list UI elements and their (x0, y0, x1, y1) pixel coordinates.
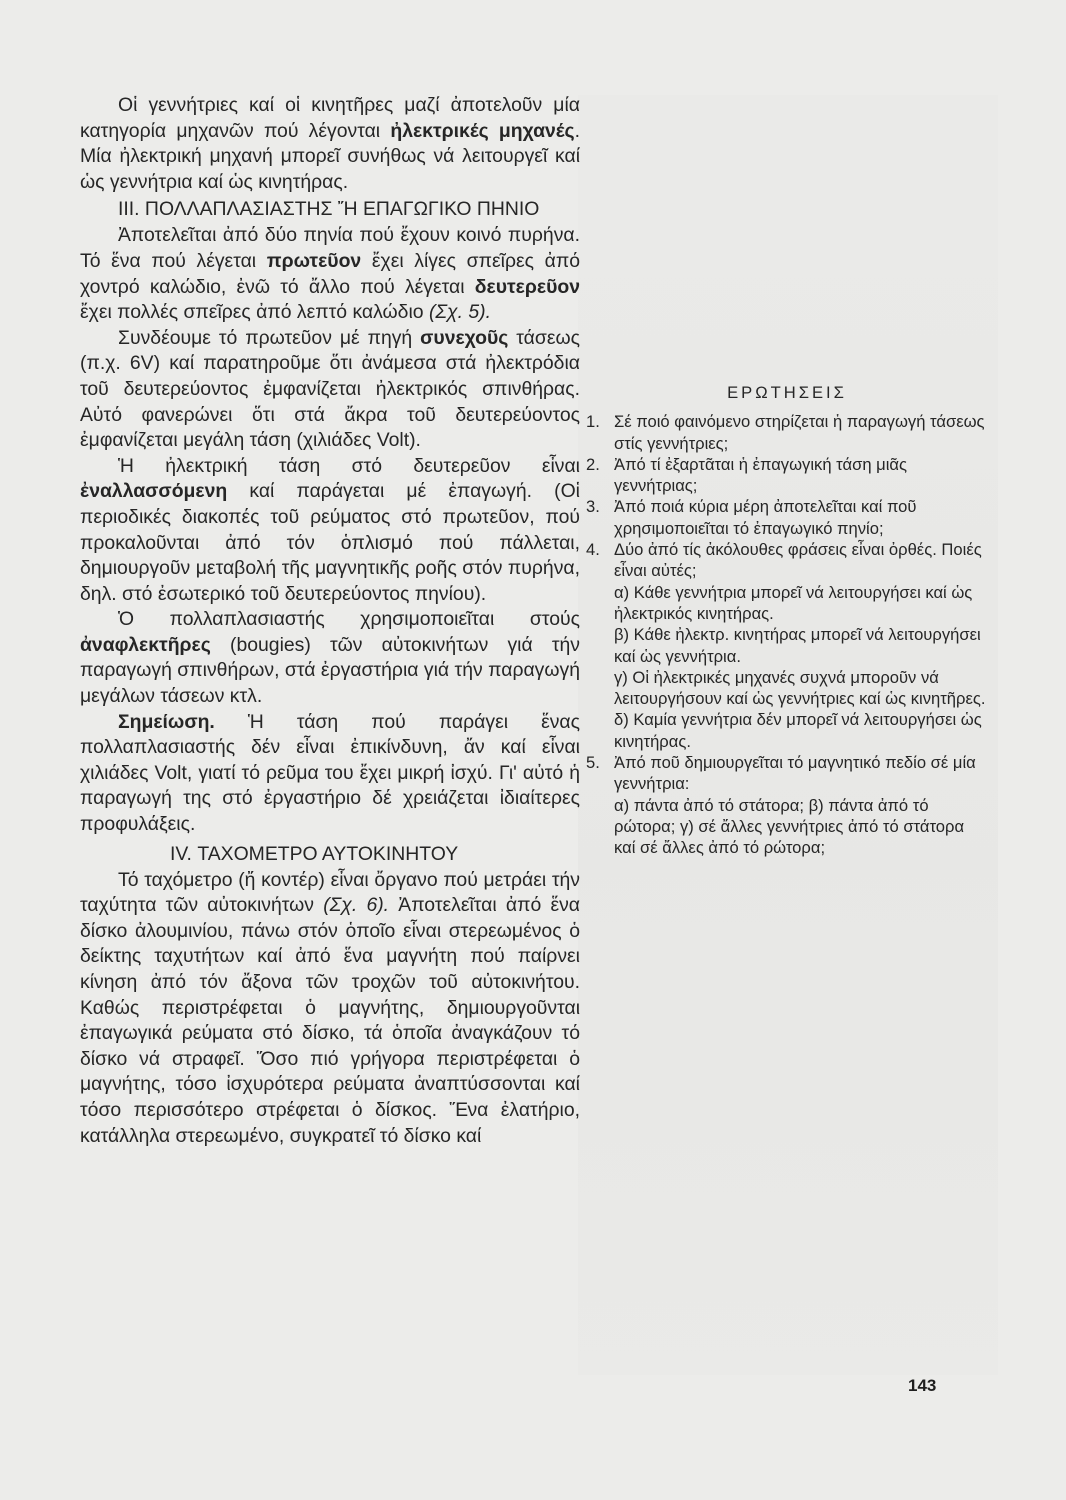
figure-reference: (Σχ. 5). (428, 301, 492, 324)
question-text: Ἀπό ποῦ δημιουργεῖται τό μαγνητικό πεδίο σέ μία γεννήτρια: (614, 753, 976, 794)
answer-option: β) Κάθε ἠλεκτρ. κινητήρας μπορεῖ νά λειτουργήσει καί ὡς γεννήτρια. (614, 625, 981, 666)
question-text: Ἀπό τί ἐξαρτᾶται ἡ ἐπαγωγική τάση μιᾶς γεννήτριας; (614, 454, 907, 496)
text: . Μία ἠλεκτρική μηχανή μπορεῖ συνήθως νά λειτουργεῖ καί ὡς γεννήτρια καί ὡς κινητήρας. (80, 119, 580, 193)
question-number: 2. (586, 454, 600, 474)
text: Οἱ γεννήτριες καί οἱ κινητῆρες μαζί ἀποτελοῦν μία κατηγορία μηχανῶν πού λέγονται (80, 94, 580, 142)
text: Συνδέουμε τό πρωτεῦον μέ πηγή (118, 326, 421, 349)
question-number: 1. (586, 412, 600, 432)
text: τάσεως (π.χ. 6V) καί παρατηροῦμε ὅτι ἀνάμεσα στά ἠλεκτρόδια τοῦ δευτερεύοντος ἐμφανίζεται ἠλεκτρικός σπινθήρας. Αὐτό φανερώνει ὅτι στά ἄκρα τοῦ δευτερεύοντος ἐμφανίζεται μεγάλη τάση (χιλιάδες Volt). (80, 326, 580, 452)
question-number: 3. (586, 497, 600, 517)
answer-option: α) Κάθε γεννήτρια μπορεῖ νά λειτουργήσει καί ὡς ἠλεκτρικός κινητήρας. (614, 582, 973, 623)
paragraph-electric-machines (80, 93, 580, 195)
question-text: Ἀπό ποιά κύρια μέρη ἀποτελεῖται καί ποῦ χρησιμοποιεῖται τό ἐπαγωγικό πηνίο; (614, 497, 917, 538)
text: Ὁ πολλαπλασιαστής χρησιμοποιεῖται στούς (118, 608, 580, 631)
section-heading-multiplier: III. ΠΟΛΛΑΠΛΑΣΙΑΣΤΗΣ Ἤ ΕΠΑΓΩΓΙΚΟ ΠΗΝΙΟ (118, 198, 540, 221)
questions-column (586, 382, 988, 859)
question-number: 4. (586, 540, 600, 560)
page-number: 143 (908, 1376, 937, 1395)
answer-option: γ) Οἱ ἠλεκτρικές μηχανές συχνά μποροῦν νά λειτουργήσουν καί ὡς γεννήτριες καί ὡς κινητῆρες. (614, 667, 986, 709)
section-heading-speedometer: IV. ΤΑΧΟΜΕΤΡΟ ΑΥΤΟΚΙΝΗΤΟΥ (170, 842, 459, 865)
paragraph-speedometer (80, 868, 580, 1150)
paragraph-experiment (80, 326, 580, 454)
question-item (586, 454, 988, 497)
question-text: Δύο ἀπό τίς ἀκόλουθες φράσεις εἶναι ὀρθές. Ποιές εἶναι αὐτές; (614, 540, 982, 581)
paragraph-note (80, 710, 580, 838)
question-item (586, 496, 988, 539)
bold-term: συνεχοῦς (420, 326, 509, 349)
question-item (586, 411, 988, 454)
text: Ἡ ἠλεκτρική τάση στό δευτερεῦον εἶναι (118, 454, 580, 477)
paragraph-alternating-voltage (80, 454, 580, 608)
question-text: Σέ ποιό φαινόμενο στηρίζεται ἡ παραγωγή τάσεως στίς γεννήτριες; (614, 412, 985, 453)
text: Ἡ τάση πού παράγει ἕνας πολλαπλασιαστής δέν εἶναι ἐπικίνδυνη, ἄν καί εἶναι χιλιάδες Volt, γιατί τό ρεῦμα του ἔχει μικρή ἰσχύ. Γι' αὐτό ἡ παραγωγή της στό ἐργαστήριο δέ χρειάζεται ἰδιαίτερες προφυλάξεις. (80, 710, 580, 836)
text: ἔχει λίγες σπεῖρες ἀπό χοντρό καλώδιο, ἐνῶ τό ἄλλο πού λέγεται (80, 249, 580, 298)
answer-option: δ) Καμία γεννήτρια δέν μπορεῖ νά λειτουργήσει ὡς κινητήρας. (614, 710, 982, 751)
question-item (586, 539, 988, 752)
paragraph-uses (80, 607, 580, 709)
question-item (586, 752, 988, 858)
bold-term: ἀναφλεκτῆρες (80, 633, 211, 656)
text: καί παράγεται μέ ἐπαγωγή. (Οἱ περιοδικές διακοπές τοῦ ρεύματος στό πρωτεῦον, πού προκαλοῦνται ἀπό τόν ὁπλισμό πού πάλλεται, δημιουργοῦν μεταβολή τῆς μαγνητικῆς ροῆς στόν πυρήνα, δηλ. στό ἐσωτερικό τοῦ δευτερεύοντος πηνίου). (80, 480, 580, 605)
bold-term: ἠλεκτρικές μηχανές (390, 119, 575, 142)
text: ἔχει πολλές σπεῖρες ἀπό λεπτό καλώδιο (80, 301, 429, 324)
figure-reference: (Σχ. 6). (323, 894, 390, 917)
question-number: 5. (586, 753, 600, 773)
bold-term: πρωτεῦον (266, 249, 362, 272)
bold-term: ἐναλλασσόμενη (80, 480, 228, 503)
text: Ἀποτελεῖται ἀπό ἕνα δίσκο ἀλουμινίου, πάνω στόν ὁποῖο εἶναι στερεωμένος ὁ δείκτης ταχυτήτων καί ἀπό ἕνα μαγνήτη πού παίρνει κίνηση ἀπό τόν ἄξονα τῶν τροχῶν τοῦ αὐτοκινήτου. Καθώς περιστρέφεται ὁ μαγνήτης, δημιουργοῦνται ἐπαγωγικά ρεύματα στό δίσκο, τά ὁποῖα ἀναγκάζουν τό δίσκο νά στραφεῖ. Ὅσο πιό γρήγορα περιστρέφεται ὁ μαγνήτης, τόσο ἰσχυρότερα ρεύματα ἀναπτύσσονται καί τόσο περισσότερο στρέφεται ὁ δίσκος. Ἕνα ἐλατήριο, κατάλληλα στερεωμένο, συγκρατεῖ τό δίσκο καί (80, 894, 580, 1147)
text: (bougies) τῶν αὐτοκινήτων γιά τήν παραγωγή σπινθήρων, στά ἐργαστήρια γιά τήν παραγωγή μεγάλων τάσεων κτλ. (80, 633, 580, 708)
text: Τό ταχόμετρο (ἤ κοντέρ) εἶναι ὄργανο πού μετράει τήν ταχύτητα τῶν αὐτοκινήτων (80, 868, 580, 917)
note-label: Σημείωση. (118, 710, 215, 733)
text: Ἀποτελεῖται ἀπό δύο πηνία πού ἔχουν κοινό πυρήνα. Τό ἕνα πού λέγεται (80, 224, 580, 272)
questions-heading: ΕΡΩΤΗΣΕΙΣ (727, 383, 847, 402)
bold-term: δευτερεῦον (474, 275, 580, 298)
answer-options: α) πάντα ἀπό τό στάτορα; β) πάντα ἀπό τό ρώτορα; γ) σέ ἄλλες γεννήτριες ἀπό τό στάτορα καί σέ ἄλλες ἀπό τό ρώτορα; (614, 795, 965, 858)
main-text-column (80, 93, 580, 1149)
paragraph-coil-structure (80, 223, 580, 325)
